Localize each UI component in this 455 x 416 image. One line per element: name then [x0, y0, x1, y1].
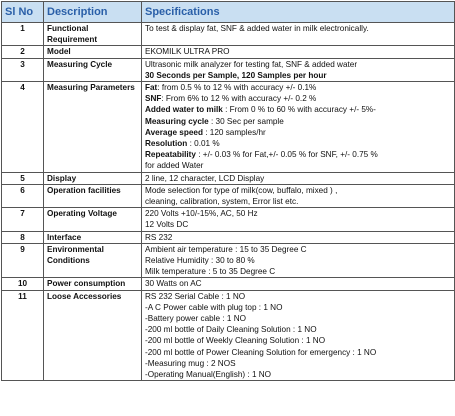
param-value: : +/- 0.03 % for Fat,+/- 0.05 % for SNF, +/- 0.75 % — [195, 150, 378, 160]
param-added-water — [145, 104, 451, 115]
header-description: Description — [44, 2, 142, 23]
row-description: Functional Requirement — [44, 23, 142, 46]
accessory-item: RS 232 Serial Cable : 1 NO — [145, 291, 246, 301]
header-specifications: Specifications — [142, 2, 455, 23]
table-row — [2, 243, 455, 278]
row-description: Loose Accessories — [44, 290, 142, 381]
row-number: 5 — [2, 172, 44, 184]
param-value: : 30 Sec per sample — [208, 116, 284, 126]
table-row — [2, 172, 455, 184]
table-row — [2, 23, 455, 46]
row-number: 6 — [2, 184, 44, 207]
row-description: Operation facilities — [44, 184, 142, 207]
spec-line: Milk temperature : 5 to 35 Degree C — [145, 267, 276, 277]
row-specification — [142, 58, 455, 81]
param-label: SNF — [145, 94, 162, 104]
param-measuring-cycle — [145, 116, 451, 127]
accessory-item: -200 ml bottle of Daily Cleaning Solution : 1 NO — [145, 325, 317, 335]
spec-line: 12 Volts DC — [145, 220, 189, 230]
param-repeatability — [145, 149, 451, 160]
row-description: Display — [44, 172, 142, 184]
row-number: 4 — [2, 82, 44, 173]
spec-line: Relative Humidity : 30 to 80 % — [145, 256, 255, 266]
row-specification: RS 232 — [142, 231, 455, 243]
spec-line: cleaning, calibration, system, Error list etc. — [145, 197, 299, 207]
param-value: : From 0 % to 60 % with accuracy +/- 5%- — [222, 105, 376, 115]
row-number: 1 — [2, 23, 44, 46]
param-label: Repeatability — [145, 150, 196, 160]
row-specification — [142, 290, 455, 381]
param-repeatability-cont: for added Water — [145, 161, 204, 171]
header-row — [2, 2, 455, 23]
row-specification — [142, 184, 455, 207]
param-value: : From 6% to 12 % with accuracy +/- 0.2 % — [161, 94, 317, 104]
table-row — [2, 290, 455, 381]
row-description: Measuring Cycle — [44, 58, 142, 81]
specifications-table — [1, 1, 455, 381]
param-snf — [145, 93, 451, 104]
row-specification — [142, 208, 455, 231]
row-number: 10 — [2, 278, 44, 290]
row-description: Operating Voltage — [44, 208, 142, 231]
table-row — [2, 46, 455, 58]
spec-line: Ultrasonic milk analyzer for testing fat, SNF & added water — [145, 59, 358, 69]
accessory-item: -Operating Manual(English) : 1 NO — [145, 370, 272, 380]
param-label: Added water to milk — [145, 105, 223, 115]
accessory-item: -200 ml bottle of Weekly Cleaning Solution : 1 NO — [145, 336, 326, 346]
accessory-item: -200 ml bottle of Power Cleaning Solution for emergency : 1 NO — [145, 347, 377, 357]
row-number: 9 — [2, 243, 44, 278]
param-label: Resolution — [145, 139, 188, 149]
row-number: 11 — [2, 290, 44, 381]
table-row — [2, 82, 455, 173]
table-row — [2, 58, 455, 81]
desc-line: Environmental — [47, 244, 104, 254]
table-row — [2, 208, 455, 231]
param-value: : 120 samples/hr — [202, 127, 266, 137]
table-row — [2, 278, 455, 290]
row-description: Model — [44, 46, 142, 58]
param-value: : 0.01 % — [187, 139, 220, 149]
row-specification: 30 Watts on AC — [142, 278, 455, 290]
table-row — [2, 184, 455, 207]
param-resolution — [145, 138, 451, 149]
row-number: 7 — [2, 208, 44, 231]
row-specification: To test & display fat, SNF & added water in milk electronically. — [142, 23, 455, 46]
row-specification: EKOMILK ULTRA PRO — [142, 46, 455, 58]
row-description: Power consumption — [44, 278, 142, 290]
row-specification — [142, 82, 455, 173]
accessory-item: -A C Power cable with plug top : 1 NO — [145, 302, 283, 312]
row-number: 3 — [2, 58, 44, 81]
accessory-item: -Measuring mug : 2 NOS — [145, 358, 236, 368]
accessory-item: -Battery power cable : 1 NO — [145, 314, 247, 324]
spec-line: Ambient air temperature : 15 to 35 Degree C — [145, 244, 307, 254]
row-specification: 2 line, 12 character, LCD Display — [142, 172, 455, 184]
desc-line: Conditions — [47, 256, 90, 266]
param-fat — [145, 82, 451, 93]
row-description — [44, 243, 142, 278]
row-description: Interface — [44, 231, 142, 243]
spec-line: Mode selection for type of milk(cow, buffalo, mixed ) , — [145, 185, 338, 195]
table-row — [2, 231, 455, 243]
param-label: Measuring cycle — [145, 116, 209, 126]
row-number: 2 — [2, 46, 44, 58]
param-value: : from 0.5 % to 12 % with accuracy +/- 0.1% — [157, 83, 317, 93]
param-label: Average speed — [145, 127, 203, 137]
spec-line: 30 Seconds per Sample, 120 Samples per hour — [145, 70, 327, 80]
param-average-speed — [145, 127, 451, 138]
header-sl-no: Sl No — [2, 2, 44, 23]
param-label: Fat — [145, 83, 158, 93]
spec-line: 220 Volts +10/-15%, AC, 50 Hz — [145, 209, 258, 219]
row-description: Measuring Parameters — [44, 82, 142, 173]
row-specification — [142, 243, 455, 278]
row-number: 8 — [2, 231, 44, 243]
